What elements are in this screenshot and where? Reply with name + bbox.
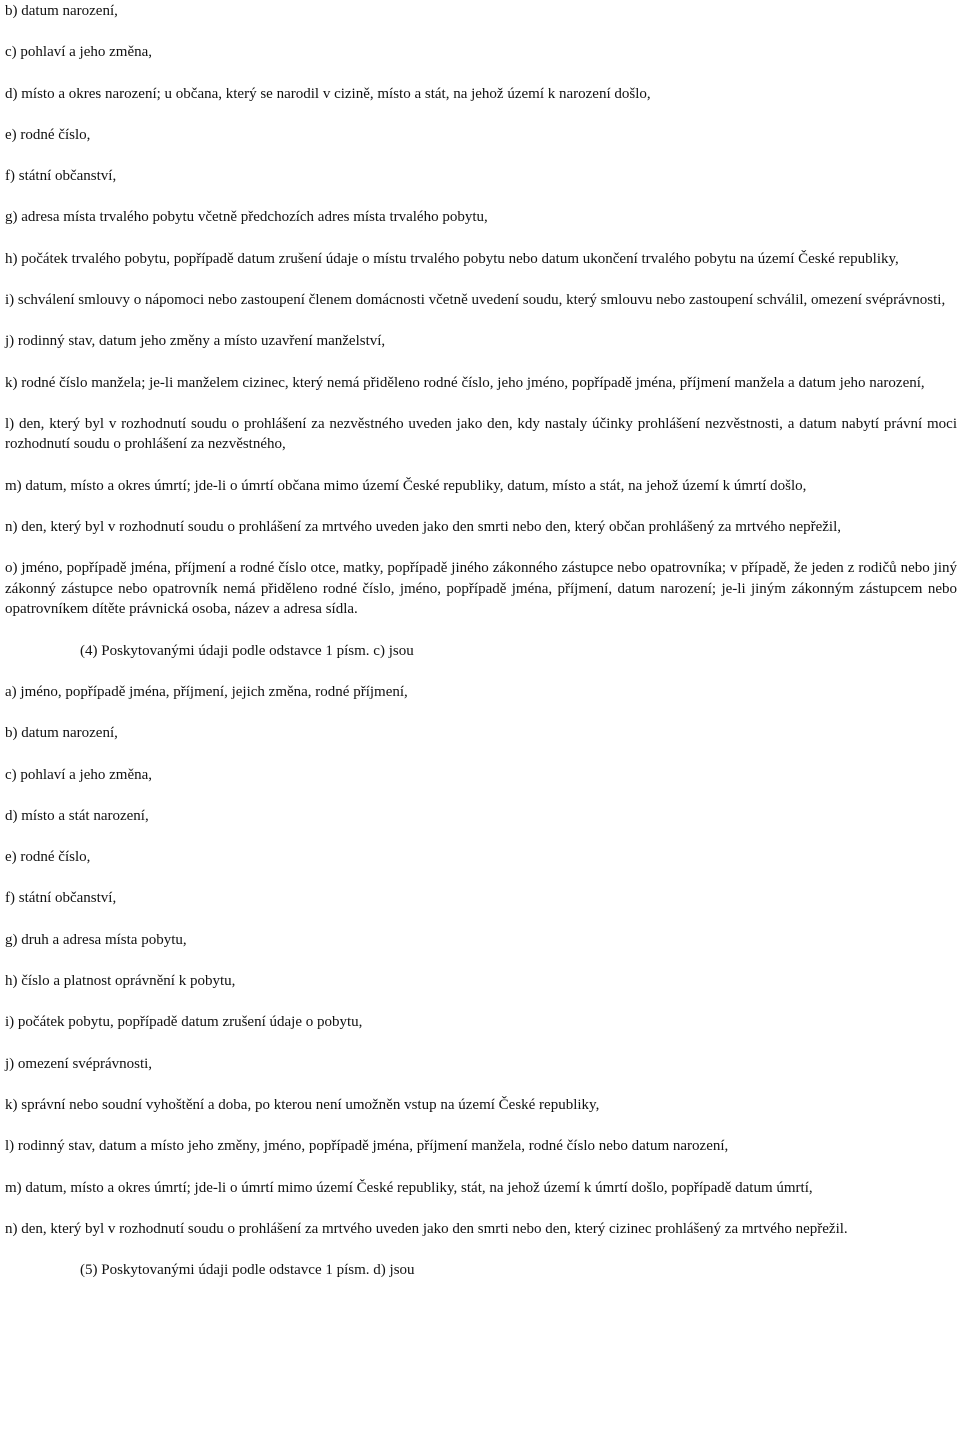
list-item-o: o) jméno, popřípadě jména, příjmení a rodné číslo otce, matky, popřípadě jiného zákonného zástupce nebo opatrovníka; v případě, že jeden z rodičů nebo jiný zákonný zástupce nebo opatrovník nemá přiděleno rodné číslo, jméno, popřípadě jména, příjmení, datum narození; je-li jiným zákonným zástupcem nebo opatrovníkem dítěte právnická osoba, název a adresa sídla. <box>5 560 957 618</box>
document-body <box>5 0 957 1301</box>
section-4-item-l: l) rodinný stav, datum a místo jeho změny, jméno, popřípadě jména, příjmení manžela, rodné číslo nebo datum narození, <box>5 1138 729 1155</box>
list-item-i: i) schválení smlouvy o nápomoci nebo zastoupení členem domácnosti včetně uvedení soudu, který smlouvu nebo zastoupení schválil, omezení svéprávnosti, <box>5 292 946 309</box>
list-item-j: j) rodinný stav, datum jeho změny a místo uzavření manželství, <box>5 333 386 350</box>
list-item-d: d) místo a okres narození; u občana, který se narodil v cizině, místo a stát, na jehož území k narození došlo, <box>5 85 651 102</box>
list-item-e: e) rodné číslo, <box>5 126 91 143</box>
section-4-item-m: m) datum, místo a okres úmrtí; jde-li o úmrtí mimo území České republiky, stát, na jehož území k úmrtí došlo, popřípadě datum úmrtí, <box>5 1179 813 1196</box>
list-item-b: b) datum narození, <box>5 3 118 19</box>
list-item-f: f) státní občanství, <box>5 168 117 185</box>
section-4-item-d: d) místo a stát narození, <box>5 807 149 824</box>
section-4-item-h: h) číslo a platnost oprávnění k pobytu, <box>5 973 236 990</box>
section-4-item-a: a) jméno, popřípadě jména, příjmení, jejich změna, rodné příjmení, <box>5 683 408 700</box>
section-4-item-c: c) pohlaví a jeho změna, <box>5 766 153 783</box>
list-item-g: g) adresa místa trvalého pobytu včetně předchozích adres místa trvalého pobytu, <box>5 209 488 226</box>
section-4-heading: (4) Poskytovanými údaji podle odstavce 1 písm. c) jsou <box>80 642 414 659</box>
section-4-item-j: j) omezení svéprávnosti, <box>5 1055 153 1072</box>
section-4-item-e: e) rodné číslo, <box>5 849 91 866</box>
list-item-c: c) pohlaví a jeho změna, <box>5 44 153 61</box>
section-4-item-g: g) druh a adresa místa pobytu, <box>5 931 187 948</box>
list-item-n: n) den, který byl v rozhodnutí soudu o prohlášení za mrtvého uveden jako den smrti nebo den, který občan prohlášený za mrtvého nepřežil, <box>5 519 842 536</box>
list-item-h: h) počátek trvalého pobytu, popřípadě datum zrušení údaje o místu trvalého pobytu nebo datum ukončení trvalého pobytu na území České republiky, <box>5 250 899 267</box>
section-4-item-i: i) počátek pobytu, popřípadě datum zrušení údaje o pobytu, <box>5 1014 363 1031</box>
section-4-item-f: f) státní občanství, <box>5 890 117 907</box>
section-4-item-k: k) správní nebo soudní vyhoštění a doba, po kterou není umožněn vstup na území České republiky, <box>5 1096 600 1113</box>
list-item-m: m) datum, místo a okres úmrtí; jde-li o úmrtí občana mimo území České republiky, datum, místo a stát, na jehož území k úmrtí došlo, <box>5 477 807 494</box>
list-item-k: k) rodné číslo manžela; je-li manželem cizinec, který nemá přiděleno rodné číslo, jeho jméno, popřípadě jména, příjmení manžela a datum jeho narození, <box>5 374 925 391</box>
section-4-item-b: b) datum narození, <box>5 725 118 742</box>
section-4-item-n: n) den, který byl v rozhodnutí soudu o prohlášení za mrtvého uveden jako den smrti nebo den, který cizinec prohlášený za mrtvého nepřežil. <box>5 1220 848 1237</box>
list-item-l: l) den, který byl v rozhodnutí soudu o prohlášení za nezvěstného uveden jako den, kdy nastaly účinky prohlášení nezvěstnosti, a datum nabytí právní moci rozhodnutí soudu o prohlášení za nezvěstného, <box>5 415 957 453</box>
section-5-heading: (5) Poskytovanými údaji podle odstavce 1 písm. d) jsou <box>80 1262 415 1279</box>
